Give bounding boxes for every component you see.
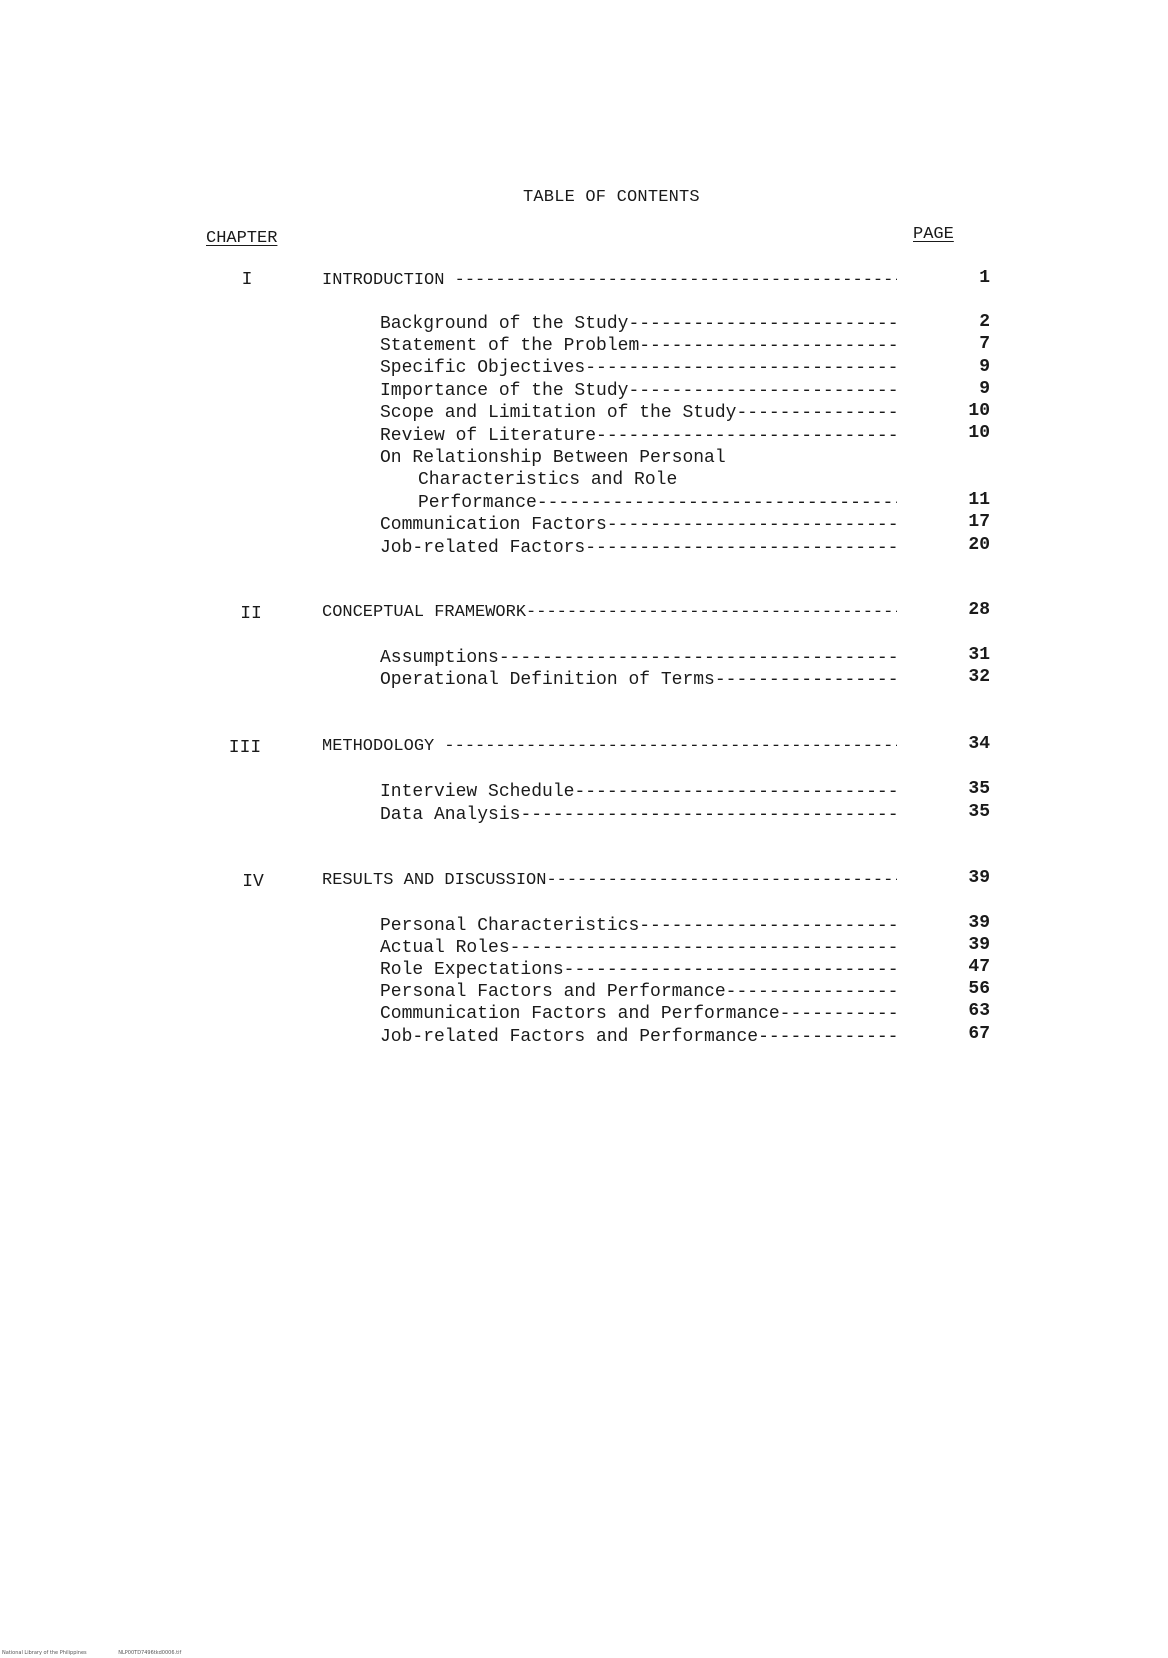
chapter-page: 34	[968, 734, 990, 754]
page-title: TABLE OF CONTENTS	[523, 188, 700, 207]
toc-page: 20	[968, 535, 990, 555]
chapter-title-conceptual-framework[interactable]: CONCEPTUAL FRAMEWORK -----	[322, 603, 897, 622]
chapter-page: 1	[979, 268, 990, 288]
toc-entry[interactable]: Scope and Limitation of the Study -----	[380, 403, 897, 423]
toc-entry[interactable]: Statement of the Problem -----	[380, 336, 897, 356]
toc-entry[interactable]: Background of the Study -----	[380, 314, 897, 334]
chapter-number: IV	[242, 872, 264, 892]
chapter-page: 28	[968, 600, 990, 620]
footer-file: NLP00TD7496tkd0006.tif	[118, 1650, 182, 1656]
toc-page: 39	[968, 913, 990, 933]
toc-page: 9	[979, 379, 990, 399]
toc-entry[interactable]: Job-related Factors and Performance -----	[380, 1027, 897, 1047]
chapter-number: III	[228, 738, 262, 758]
toc-page: 47	[968, 957, 990, 977]
toc-entry[interactable]: Interview Schedule -----	[380, 782, 897, 802]
chapter-number: I	[241, 270, 253, 290]
chapter-title-methodology[interactable]: METHODOLOGY -----	[322, 737, 897, 756]
toc-page: 9	[979, 357, 990, 377]
chapter-column-header: CHAPTER	[206, 229, 278, 248]
toc-page: 10	[968, 401, 990, 421]
footer-source: National Library of the Philippines	[2, 1650, 87, 1656]
toc-entry[interactable]: Operational Definition of Terms -----	[380, 670, 897, 690]
toc-entry[interactable]: Communication Factors -----	[380, 515, 897, 535]
toc-page: 17	[968, 512, 990, 532]
toc-entry[interactable]: Data Analysis -----	[380, 805, 897, 825]
toc-page: 56	[968, 979, 990, 999]
toc-entry[interactable]: Assumptions -----	[380, 648, 897, 668]
scan-footer	[2, 1650, 211, 1656]
chapter-page: 39	[968, 868, 990, 888]
toc-entry[interactable]: Performance -----	[418, 493, 897, 513]
toc-entry[interactable]: Job-related Factors -----	[380, 538, 897, 558]
toc-page: 7	[979, 334, 990, 354]
toc-page: 67	[968, 1024, 990, 1044]
toc-entry[interactable]: Review of Literature -----	[380, 426, 897, 446]
toc-entry-line: On Relationship Between Personal	[380, 448, 726, 468]
page-column-header: PAGE	[913, 225, 954, 244]
toc-page: 39	[968, 935, 990, 955]
chapter-number: II	[240, 604, 262, 624]
toc-page: 11	[968, 490, 990, 510]
toc-page: 35	[968, 779, 990, 799]
toc-entry[interactable]: Role Expectations -----	[380, 960, 897, 980]
toc-entry[interactable]: Communication Factors and Performance -----	[380, 1004, 897, 1024]
toc-entry-line: Characteristics and Role	[418, 470, 678, 490]
toc-page: 35	[968, 802, 990, 822]
toc-page: 10	[968, 423, 990, 443]
toc-entry[interactable]: Actual Roles -----	[380, 938, 897, 958]
toc-entry[interactable]: Importance of the Study -----	[380, 381, 897, 401]
toc-page: 63	[968, 1001, 990, 1021]
toc-entry[interactable]: Personal Factors and Performance -----	[380, 982, 897, 1002]
toc-page: 31	[968, 645, 990, 665]
toc-entry[interactable]: Specific Objectives -----	[380, 358, 897, 378]
chapter-title-results-and-discussion[interactable]: RESULTS AND DISCUSSION -----	[322, 871, 897, 890]
toc-page: 2	[979, 312, 990, 332]
toc-page: 32	[968, 667, 990, 687]
chapter-title-introduction[interactable]: INTRODUCTION -----	[322, 271, 897, 290]
toc-entry[interactable]: Personal Characteristics -----	[380, 916, 897, 936]
